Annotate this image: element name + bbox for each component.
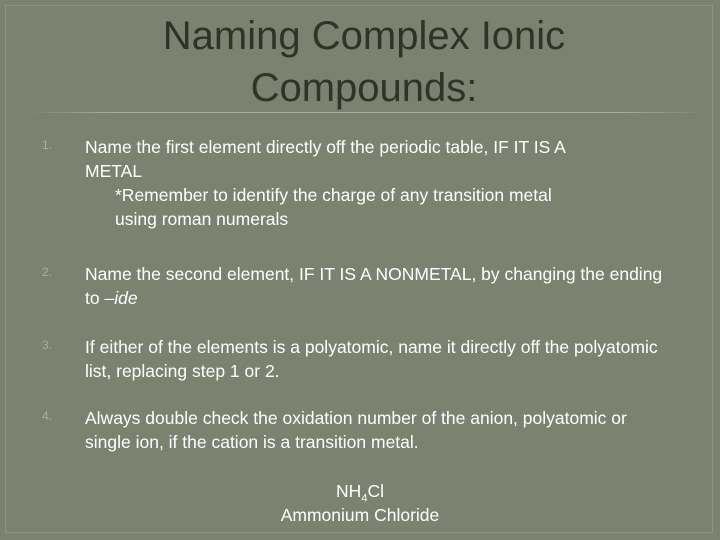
slide-title [0,10,720,114]
step-text-suffix: –ide [104,288,138,308]
step-number: 1. [42,138,53,152]
step-number: 3. [42,338,53,352]
step-text: If either of the elements is a polyatomic, name it directly off the polyatomic list, replacing step 1 or 2. [85,337,658,381]
example-name: Ammonium Chloride [280,505,440,525]
example-block [170,479,550,527]
step-number: 2. [42,265,53,279]
title-line-1: Naming Complex Ionic [162,14,566,58]
title-line-2: Compounds: [250,66,478,110]
formula-subscript: 4 [361,492,368,505]
step-number: 4. [42,409,53,423]
step-text [85,262,675,310]
step-text [85,135,675,231]
formula-part: NH [336,481,362,501]
example-formula [170,479,550,503]
step-text-main: Name the second element, IF IT IS A NONMETAL, by changing the ending to [85,264,663,308]
title-divider [28,112,706,113]
step-note-line: *Remember to identify the charge of any transition metal [115,185,552,205]
step-text-line: Name the first element directly off the periodic table, IF IT IS A [85,137,566,157]
step-text: Always double check the oxidation number of the anion, polyatomic or single ion, if the cation is a transition metal. [85,408,627,452]
step-note-line: using roman numerals [115,209,289,229]
step-text-line: METAL [85,161,143,181]
formula-part: Cl [367,481,384,501]
